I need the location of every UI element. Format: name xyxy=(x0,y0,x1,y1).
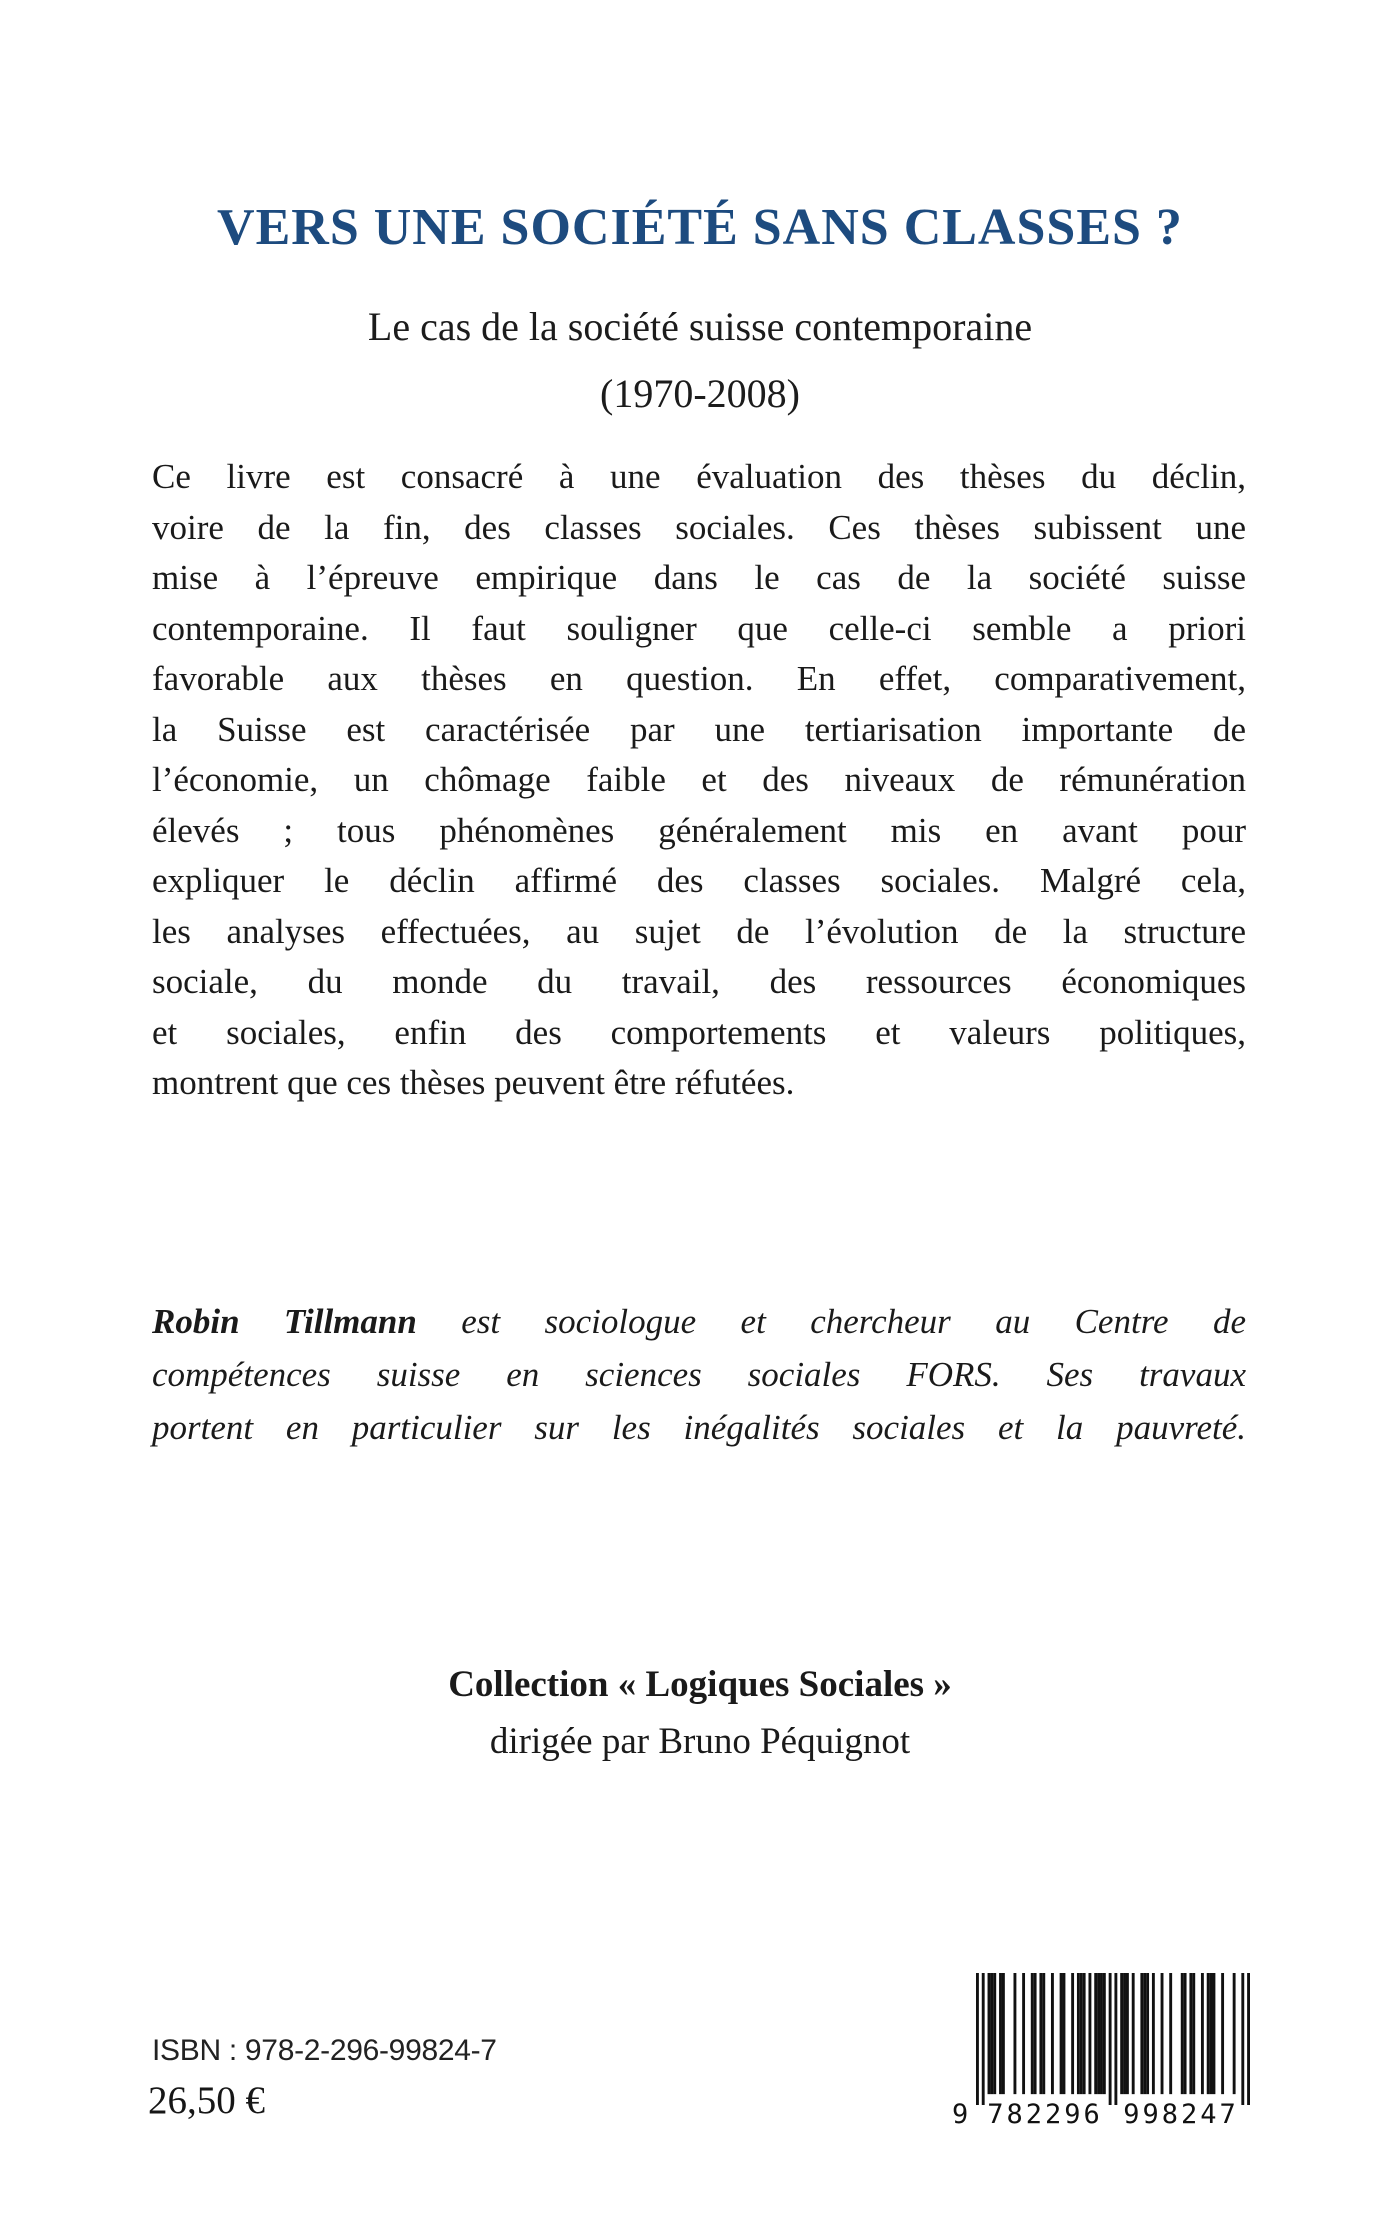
author-bio xyxy=(152,1295,1246,1454)
synopsis-line: et sociales, enfin des comportements et valeurs politiques, xyxy=(152,1012,1246,1052)
collection-title: Collection « Logiques Sociales » xyxy=(448,1664,952,1705)
barcode-digit-group2: 998247 xyxy=(1123,2099,1239,2130)
synopsis-line: expliquer le déclin affirmé des classes sociales. Malgré cela, xyxy=(152,861,1246,900)
isbn-label: ISBN : 978-2-296-99824-7 xyxy=(152,2034,497,2067)
collection-director: dirigée par Bruno Péquignot xyxy=(489,1721,911,1762)
synopsis-line: Ce livre est consacré à une évaluation des thèses du déclin, xyxy=(152,457,1246,496)
synopsis xyxy=(152,452,1246,1109)
author-name: Robin Tillmann xyxy=(152,1302,417,1341)
synopsis-line: sociale, du monde du travail, des ressources économiques xyxy=(152,962,1246,1001)
page-title: VERS UNE SOCIÉTÉ SANS CLASSES ? xyxy=(217,199,1183,256)
synopsis-line: montrent que ces thèses peuvent être réfutées. xyxy=(152,1063,795,1102)
synopsis-line: voire de la fin, des classes sociales. Ces thèses subissent une xyxy=(152,507,1246,547)
synopsis-line: favorable aux thèses en question. En effet, comparativement, xyxy=(152,659,1246,698)
bio-line: portent en particulier sur les inégalités sociales et la pauvreté. xyxy=(152,1408,1246,1447)
bio-line xyxy=(152,1295,1246,1348)
barcode-digit-lead: 9 xyxy=(952,2099,972,2130)
barcode-digit-group1: 782296 xyxy=(987,2099,1103,2130)
synopsis-line: la Suisse est caractérisée par une tertiarisation importante de xyxy=(152,709,1246,749)
synopsis-line: élevés ; tous phénomènes généralement mis en avant pour xyxy=(152,810,1246,850)
bio-text: est sociologue et chercheur au Centre de xyxy=(416,1302,1246,1341)
price-label: 26,50 € xyxy=(148,2079,265,2122)
barcode xyxy=(952,1973,1250,2135)
bio-line: compétences suisse en sciences sociales FORS. Ses travaux xyxy=(152,1355,1246,1394)
collection-block xyxy=(0,1656,1400,1770)
subtitle-years: (1970-2008) xyxy=(600,371,800,416)
barcode-bars xyxy=(976,1973,1250,2105)
synopsis-line: les analyses effectuées, au sujet de l’évolution de la structure xyxy=(152,911,1246,951)
synopsis-line: contemporaine. Il faut souligner que celle-ci semble a priori xyxy=(152,608,1246,648)
synopsis-line: mise à l’épreuve empirique dans le cas de la société suisse xyxy=(152,558,1246,597)
subtitle: Le cas de la société suisse contemporaine xyxy=(367,304,1033,349)
synopsis-line: l’économie, un chômage faible et des niveaux de rémunération xyxy=(152,760,1246,799)
